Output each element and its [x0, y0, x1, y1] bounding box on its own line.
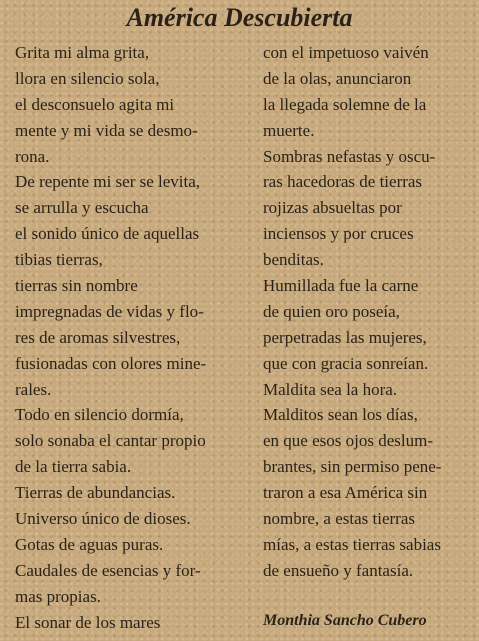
- poem-line: Grita mi alma grita,: [15, 43, 150, 62]
- poem-line: tierras sin nombre: [15, 276, 138, 296]
- poem-line: el sonido único de aquellas: [15, 224, 200, 244]
- poem-line: mas propias.: [15, 586, 101, 606]
- poem-line: mente y mi vida se desmo-: [15, 120, 198, 140]
- poem-line: que con gracia sonreían.: [263, 353, 429, 373]
- poem-line: llora en silencio sola,: [15, 68, 160, 88]
- poem-line: de la tierra sabia.: [15, 457, 132, 477]
- poem-line: muerte.: [263, 120, 315, 140]
- poem-line: con el impetuoso vaivén: [263, 43, 429, 62]
- poem-line: Gotas de aguas puras.: [15, 534, 164, 554]
- poem-line: se arrulla y escucha: [15, 198, 149, 218]
- poem-line: tibias tierras,: [15, 250, 103, 270]
- poem-line: Todo en silencio dormía,: [15, 405, 184, 425]
- poem-line: mías, a estas tierras sabias: [263, 534, 441, 554]
- poem-line: solo sonaba el cantar propio: [15, 431, 206, 451]
- poem-line: fusionadas con olores mine-: [15, 353, 207, 373]
- poem-right-column: [263, 40, 475, 584]
- poem-author: Monthia Sancho Cubero: [263, 612, 427, 629]
- poem-line: la llegada solemne de la: [263, 94, 427, 114]
- poem-line: Caudales de esencias y for-: [15, 560, 201, 580]
- poem-line: Maldita sea la hora.: [263, 379, 398, 399]
- poem-line: Humillada fue la carne: [263, 276, 419, 296]
- poem-line: el desconsuelo agita mi: [15, 94, 175, 114]
- poem-line: rojizas absueltas por: [263, 198, 402, 218]
- poem-line: benditas.: [263, 250, 324, 270]
- poem-line: Sombras nefastas y oscu-: [263, 146, 436, 166]
- poem-line: de quien oro poseía,: [263, 301, 400, 321]
- poem-line: brantes, sin permiso pene-: [263, 457, 442, 477]
- poem-line: en que esos ojos deslum-: [263, 431, 433, 451]
- poem-line: traron a esa América sin: [263, 483, 428, 503]
- poem-line: rales.: [15, 379, 52, 399]
- poem-line: ras hacedoras de tierras: [263, 172, 423, 192]
- poem-line: de la olas, anunciaron: [263, 68, 412, 88]
- poem-line: Malditos sean los días,: [263, 405, 418, 425]
- poem-line: Universo único de dioses.: [15, 509, 191, 529]
- poem-line: de ensueño y fantasía.: [263, 560, 414, 580]
- poem-line: Tierras de abundancias.: [15, 483, 176, 503]
- poem-line: De repente mi ser se levita,: [15, 172, 201, 192]
- poem-title: América Descubierta: [126, 3, 353, 32]
- poem-left-column: [15, 40, 250, 635]
- poem-line: perpetradas las mujeres,: [263, 327, 427, 347]
- poem-line: impregnadas de vidas y flo-: [15, 301, 204, 321]
- poem-line: nombre, a estas tierras: [263, 509, 415, 529]
- poem-line: inciensos y por cruces: [263, 224, 414, 244]
- poem-line: El sonar de los mares: [15, 612, 161, 632]
- poem-line: res de aromas silvestres,: [15, 327, 181, 347]
- poem-line: rona.: [15, 146, 50, 166]
